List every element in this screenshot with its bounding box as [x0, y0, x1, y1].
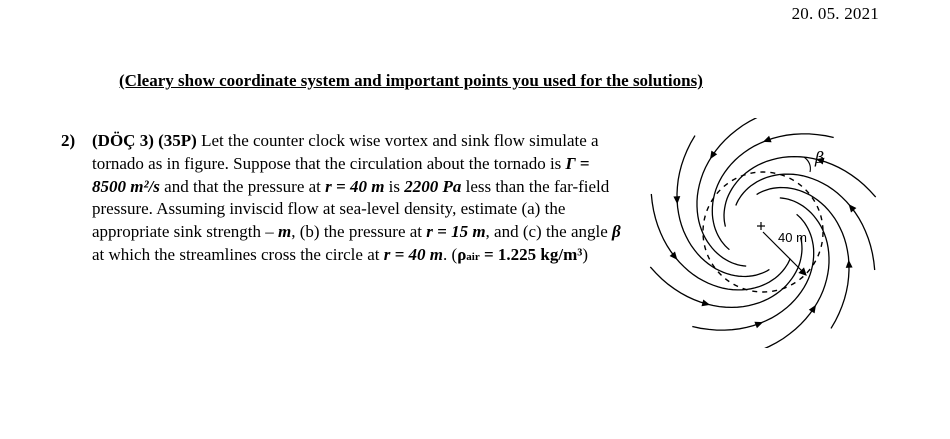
beta-symbol: β [612, 222, 621, 242]
pressure-value: 2200 Pa [404, 176, 462, 196]
problem-text-part: less than the far-field pressure. Assuming inviscid flow at sea-level density, estimate (a) the appropriate sink strength – [92, 176, 610, 242]
radius-label: 40 m [778, 230, 807, 245]
problem-number: 2) [61, 131, 76, 150]
streamline [677, 136, 769, 277]
streamline [757, 188, 849, 329]
streamline-arrowhead [670, 252, 678, 260]
problem-text [61, 130, 621, 269]
problem-text-part: ) [582, 244, 589, 264]
radius-15-value: r = 15 m [426, 222, 486, 242]
problem-text-part: , and (c) the angle [485, 222, 613, 242]
problem-code: (DÖÇ 3) [92, 131, 154, 150]
streamline [724, 157, 876, 227]
date-label: 20. 05. 2021 [791, 4, 879, 23]
problem-text-part: is [384, 176, 405, 196]
streamline-arrowhead [763, 136, 772, 143]
circulation-value: Γ = 8500 m²/s [92, 153, 590, 196]
problem-text-part: Let the counter clock wise vortex and sink flow simulate a tornado as in figure. Suppose that the circulation about the tornado is [92, 131, 599, 173]
streamline [736, 174, 875, 270]
problem-text-part: and that the pressure at [159, 176, 326, 196]
problem-text-part: . ( [443, 244, 458, 264]
instruction-heading: (Cleary show coordinate system and important points you used for the solutions) [119, 71, 703, 90]
problem-body [92, 130, 621, 269]
radius-value: r = 40 m [325, 176, 385, 196]
streamline-arrowhead [702, 300, 711, 307]
problem-points: (35P) [158, 131, 197, 150]
sink-strength-symbol: m [278, 222, 292, 242]
radius-40-value-2: r = 40 m [383, 244, 444, 264]
angle-arc [804, 157, 810, 172]
streamline-arrowhead [846, 260, 853, 268]
density-value: = 1.225 kg/m³ [479, 244, 583, 264]
streamline-arrowhead [754, 322, 763, 329]
center-cross [757, 222, 765, 230]
streamline-arrowhead [710, 151, 717, 160]
tornado-figure [632, 118, 892, 348]
density-subscript: air [466, 250, 480, 263]
streamline-arrowhead [849, 204, 857, 212]
streamline-arrowhead [809, 305, 816, 314]
problem-text-part: at which the streamlines cross the circle at [92, 244, 384, 264]
streamline-arrowhead [673, 196, 680, 204]
angle-label: β [815, 148, 825, 167]
streamlines [650, 118, 875, 348]
problem-text-part: , (b) the pressure at [291, 222, 427, 242]
streamline [697, 118, 765, 266]
density-symbol: ρ [457, 244, 467, 264]
